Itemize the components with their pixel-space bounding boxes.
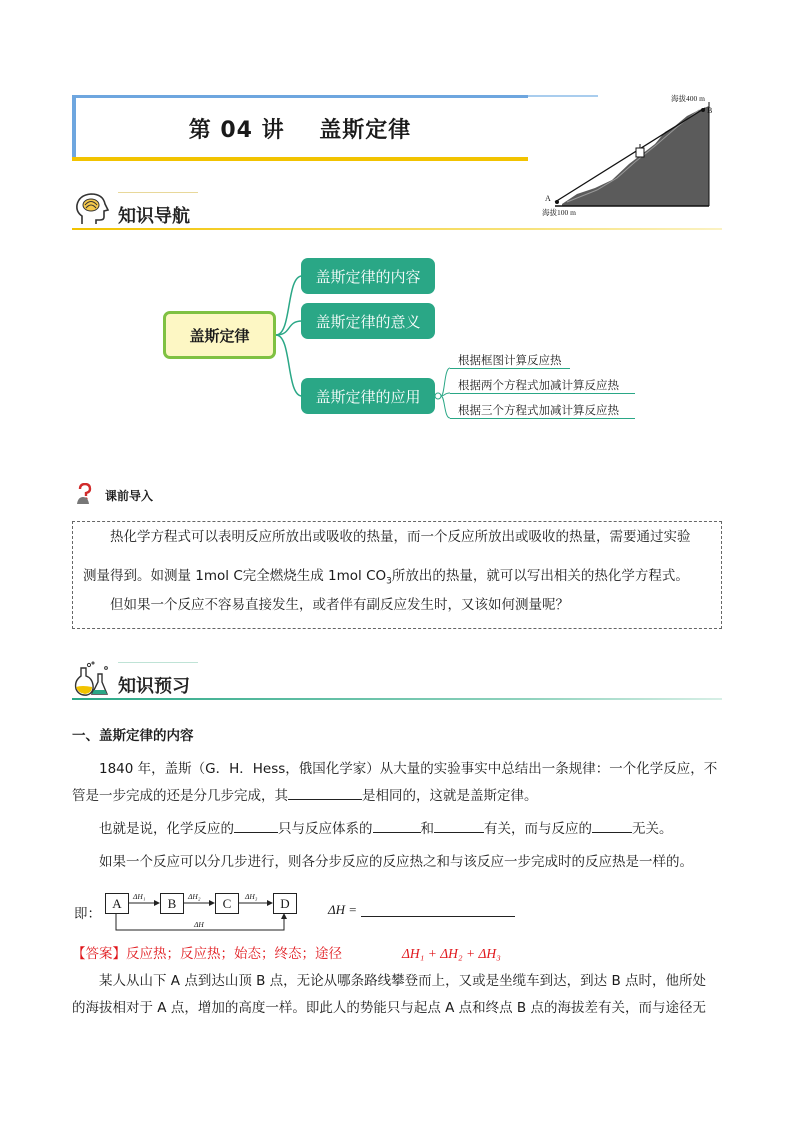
intro-box: [72, 521, 722, 629]
hess-diagram: [72, 890, 532, 935]
arrow-label: ΔH₂: [188, 892, 201, 901]
arrow-label: ΔH₁: [133, 892, 146, 901]
mindmap-leaf: 根据三个方程式加减计算反应热: [458, 403, 619, 417]
content-paragraph: 如果一个反应可以分几步进行，则各分步反应的反应热之和与该反应一步完成时的反应热是一样的。: [99, 854, 693, 870]
intro-heading: [74, 483, 154, 509]
content-paragraph: 1840 年，盖斯（G．H．Hess，俄国化学家）从大量的实验事实中总结出一条规律：一个化学反应，不: [99, 761, 718, 777]
state-box-a: A: [105, 893, 129, 914]
content-paragraph: 也就是说，化学反应的 只与反应体系的 和 有关，而与反应的 无关。: [72, 818, 722, 840]
answer-line: [72, 943, 722, 965]
flask-icon: [72, 660, 112, 700]
mindmap-root: 盖斯定律: [163, 311, 276, 359]
state-box-b: B: [160, 893, 184, 914]
fill-blank[interactable]: [434, 818, 484, 833]
answer-text: 反应热；反应热；始态；终态；途径: [126, 946, 342, 962]
intro-paragraph: 但如果一个反应不容易直接发生，或者伴有副反应发生时，又该如何测量呢？: [110, 597, 569, 613]
state-box-c: C: [215, 893, 239, 914]
intro-label: 课前导入: [105, 489, 154, 503]
state-box-d: D: [273, 893, 297, 914]
mindmap-branch-content: 盖斯定律的内容: [301, 258, 435, 294]
section-title: 知识预习: [118, 676, 190, 697]
section-knowledge-preview: [72, 660, 722, 700]
content-paragraph: 某人从山下 A 点到达山顶 B 点，无论从哪条路线攀登而上，又或是坐缆车到达，到达 B 点时，他所处: [99, 973, 707, 989]
page-title: 第 04 讲 盖斯定律: [188, 118, 412, 143]
fill-blank[interactable]: [592, 818, 632, 833]
diagram-prefix: 即：: [74, 906, 101, 922]
answer-formula: ΔH₁ + ΔH₂ + ΔH₃: [402, 946, 501, 961]
fill-blank[interactable]: [234, 818, 278, 833]
mindmap: [0, 0, 794, 440]
bottom-altitude-label: 海拔100 m: [542, 208, 576, 217]
content-heading: 一、盖斯定律的内容: [72, 728, 194, 744]
intro-paragraph: 测量得到。如测量 1mol C完全燃烧生成 1mol $CO_3$所放出的热量，就可以写出相关的热化学方程式。: [83, 568, 689, 587]
mindmap-branch-application: 盖斯定律的应用: [301, 378, 435, 414]
mindmap-leaf: 根据框图计算反应热: [458, 353, 562, 367]
top-altitude-label: 海拔400 m: [671, 94, 705, 103]
section-title: 知识导航: [118, 206, 190, 227]
mindmap-connectors: [0, 0, 794, 440]
intro-paragraph: 热化学方程式可以表明反应所放出或吸收的热量，而一个反应所放出或吸收的热量，需要通过实验: [110, 529, 691, 545]
question-person-icon: [74, 483, 94, 505]
fill-blank[interactable]: [288, 785, 362, 800]
fill-blank[interactable]: [373, 818, 421, 833]
arrow-label: ΔH: [194, 920, 204, 929]
delta-h-label: ΔH =: [328, 902, 358, 917]
mindmap-leaf: 根据两个方程式加减计算反应热: [458, 378, 619, 392]
delta-h-blank[interactable]: [361, 916, 515, 917]
answer-tag: 【答案】: [72, 946, 126, 962]
point-b-label: B: [707, 106, 713, 115]
mindmap-branch-meaning: 盖斯定律的意义: [301, 303, 435, 339]
arrow-label: ΔH₃: [245, 892, 258, 901]
content-paragraph: 的海拔相对于 A 点，增加的高度一样。即此人的势能只与起点 A 点和终点 B 点的海拔差有关，而与途径无: [72, 1000, 706, 1016]
point-a-label: A: [545, 194, 551, 203]
content-paragraph: 管是一步完成的还是分几步完成，其 是相同的，这就是盖斯定律。: [72, 785, 722, 807]
